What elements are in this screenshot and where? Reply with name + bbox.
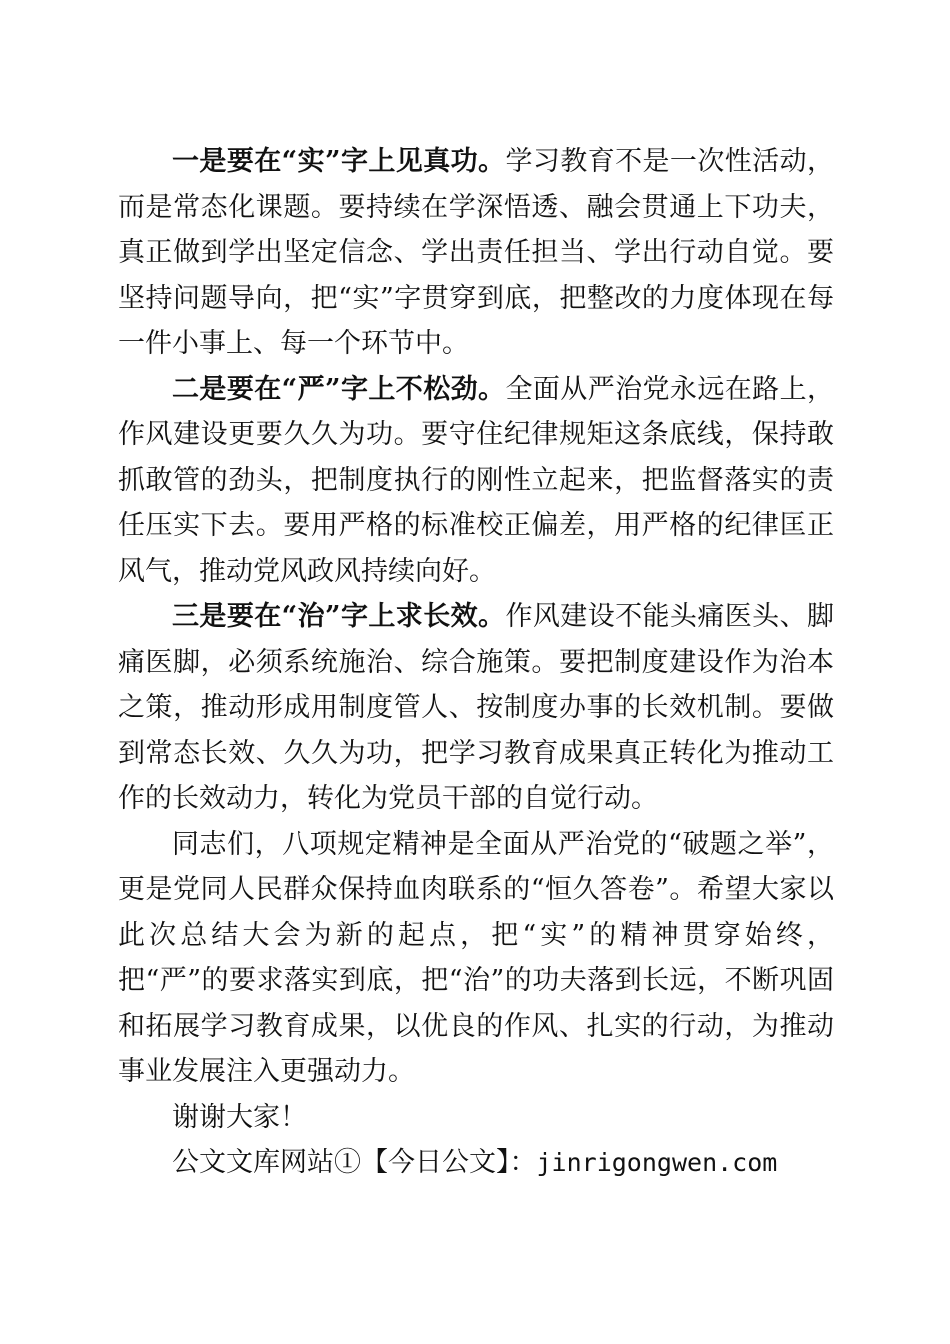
closing-text: 谢谢大家！: [172, 1101, 307, 1133]
document-body: [118, 139, 834, 1186]
paragraph-4-text: 同志们，八项规定精神是全面从严治党的“破题之举”，更是党同人民群众保持血肉联系的“恒久答卷”。希望大家以此次总结大会为新的起点，把“实”的精神贯穿始终，把“严”的要求落实到底，把“治”的功夫落到长远，不断巩固和拓展学习教育成果，以优良的作风、扎实的行动，为推动事业发展注入更强动力。: [118, 828, 834, 1087]
paragraph-2-text: 全面从严治党永远在路上，作风建设更要久久为功。要守住纪律规矩这条底线，保持敢抓敢管的劲头，把制度执行的刚性立起来，把监督落实的责任压实下去。要用严格的标准校正偏差，用严格的纪律匡正风气，推动党风政风持续向好。: [118, 373, 835, 587]
paragraph-3: [118, 594, 834, 822]
footer-url[interactable]: jinrigongwen.com: [536, 1148, 778, 1177]
paragraph-1: [118, 139, 834, 367]
paragraph-1-text: 学习教育不是一次性活动，而是常态化课题。要持续在学深悟透、融会贯通上下功夫，真正做到学出坚定信念、学出责任担当、学出行动自觉。要坚持问题导向，把“实”字贯穿到底，把整改的力度体现在每一件小事上、每一个环节中。: [118, 146, 835, 359]
paragraph-2-lead: 二是要在“严”字上不松劲。: [172, 373, 506, 405]
paragraph-1-lead: 一是要在“实”字上见真功。: [172, 146, 506, 177]
paragraph-2: [118, 367, 834, 595]
paragraph-3-lead: 三是要在“治”字上求长效。: [172, 601, 506, 632]
paragraph-4: [118, 822, 834, 1095]
paragraph-3-text: 作风建设不能头痛医头、脚痛医脚，必须系统施治、综合施策。要把制度建设作为治本之策，推动形成用制度管人、按制度办事的长效机制。要做到常态长效、久久为功，把学习教育成果真正转化为推动工作的长效动力，转化为党员干部的自觉行动。: [118, 601, 835, 814]
closing-line: [118, 1095, 834, 1141]
footer-label: 公文文库网站①【今日公文】：: [172, 1147, 537, 1178]
footer-line: [118, 1140, 834, 1186]
